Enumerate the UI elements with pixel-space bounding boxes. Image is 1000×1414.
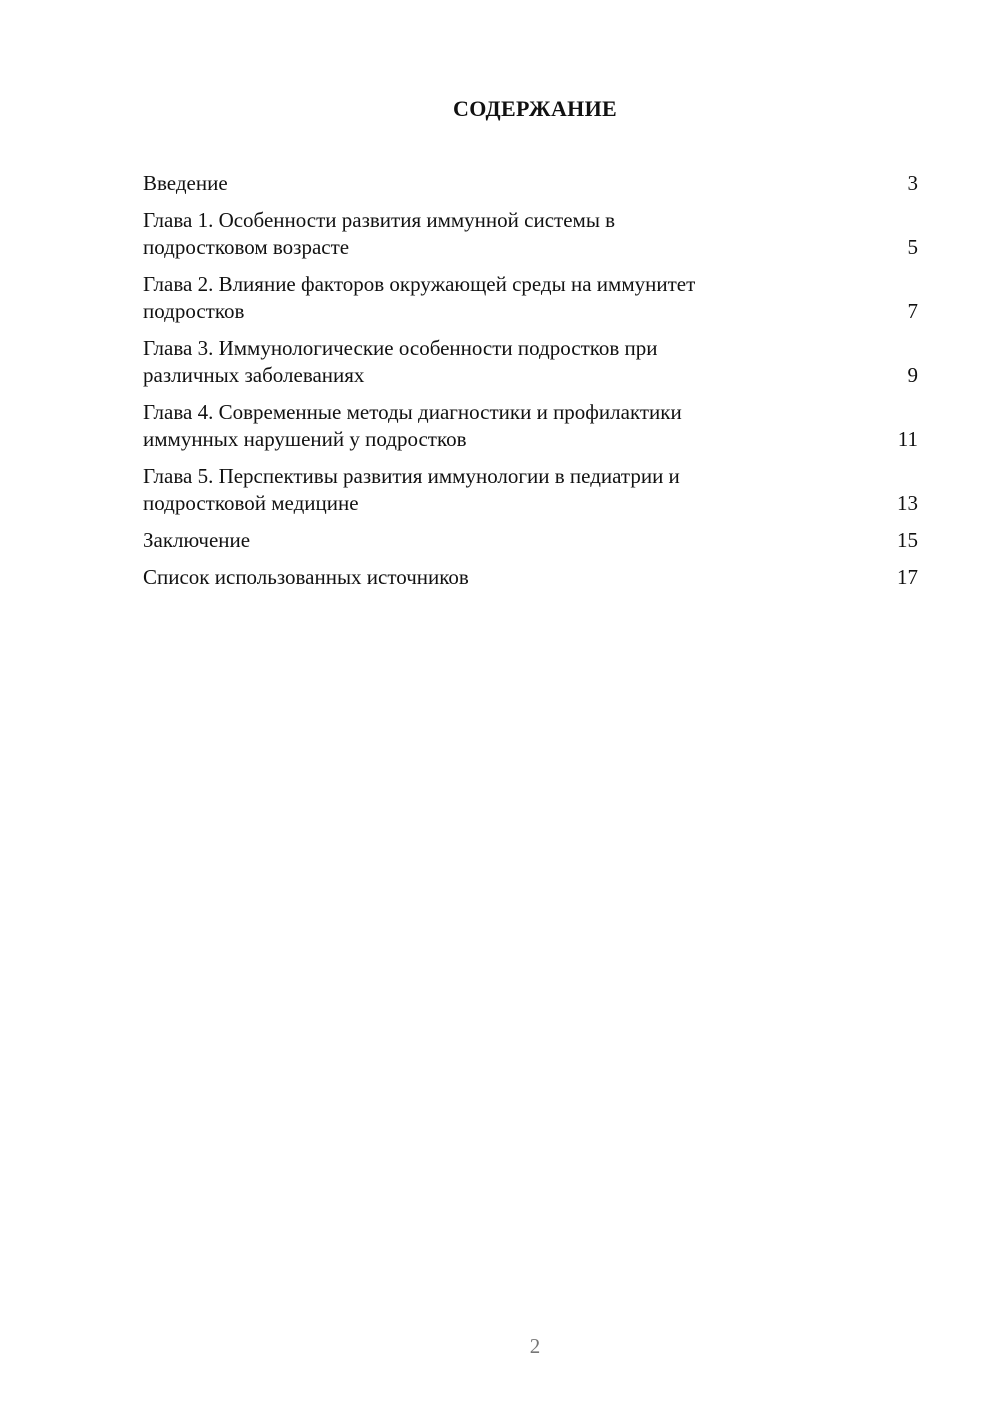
toc-entry-introduction[interactable] <box>143 170 918 197</box>
toc-entry-page-number: 3 <box>907 171 918 195</box>
toc-entry-chapter-1[interactable] <box>143 207 918 261</box>
toc-entry-page-number: 11 <box>897 427 918 451</box>
toc-entry-page-number: 13 <box>897 491 918 515</box>
toc-entry-chapter-4[interactable] <box>143 399 918 453</box>
toc-entry-conclusion[interactable] <box>143 527 918 554</box>
toc-entry-page-number: 7 <box>907 299 918 323</box>
toc-entry-text: Введение <box>143 171 228 195</box>
toc-entry-text: Список использованных источников <box>143 565 469 589</box>
table-of-contents <box>143 170 918 601</box>
page-number: 2 <box>529 1334 541 1358</box>
toc-entry-chapter-2[interactable] <box>143 271 918 325</box>
toc-entry-text: Заключение <box>143 528 251 552</box>
toc-entry-text: Глава 1. Особенности развития иммунной системы в подростковом возрасте <box>143 208 616 259</box>
toc-title: СОДЕРЖАНИЕ <box>453 96 617 121</box>
toc-entry-text: Глава 4. Современные методы диагностики и профилактики иммунных нарушений у подростков <box>143 400 682 451</box>
toc-entry-chapter-5[interactable] <box>143 463 918 517</box>
toc-entry-page-number: 9 <box>907 363 918 387</box>
toc-entry-text: Глава 3. Иммунологические особенности подростков при различных заболеваниях <box>143 336 658 387</box>
toc-entry-references[interactable] <box>143 564 918 591</box>
toc-entry-page-number: 17 <box>897 565 918 589</box>
toc-entry-page-number: 5 <box>907 235 918 259</box>
toc-entry-text: Глава 2. Влияние факторов окружающей среды на иммунитет подростков <box>143 272 696 323</box>
toc-entry-page-number: 15 <box>897 528 918 552</box>
toc-entry-text: Глава 5. Перспективы развития иммунологии в педиатрии и подростковой медицине <box>143 464 680 515</box>
toc-entry-chapter-3[interactable] <box>143 335 918 389</box>
